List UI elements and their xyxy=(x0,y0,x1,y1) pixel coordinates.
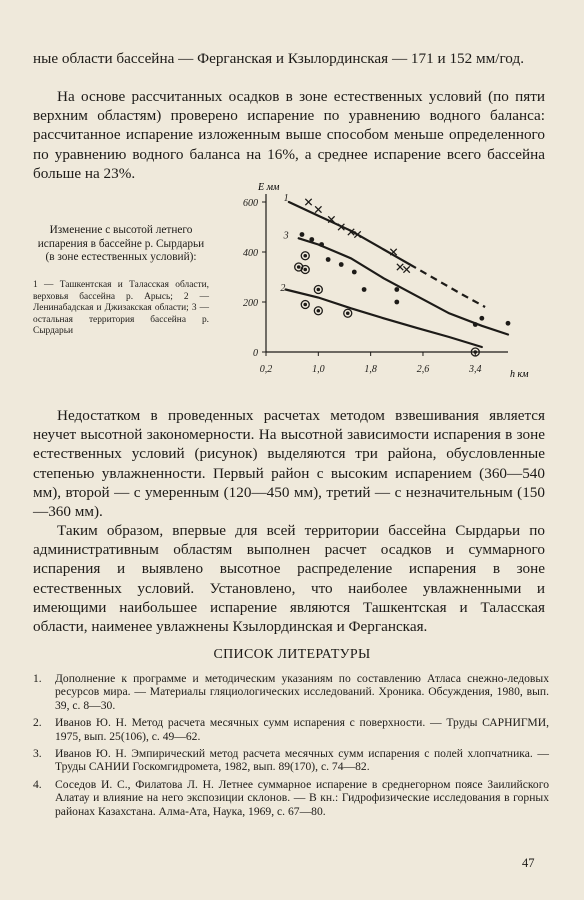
figure-legend: 1 — Ташкентская и Таласская области, верховья бассейна р. Арысь; 2 — Ленинабадская и Джизакская области; 3 — остальная территория бассейна р. Сырдарьи xyxy=(33,280,209,337)
reference-text: Иванов Ю. Н. Эмпирический метод расчета месячных сумм испарения с полей хлопчатника. — Труды САНИИ Госкомгидромета, 1982, вып. 89(170), с. 74—82. xyxy=(55,747,549,774)
reference-text: Дополнение к программе и методическим указаниям по составлению Атласа снежно-ледовых ресурсов мира. — Материалы гляциологических исследований. Хроника. Обсуждения, 1980, вып. 39, с. 8—30. xyxy=(55,672,549,712)
data-point-dot xyxy=(309,237,314,242)
curve-label-3: 3 xyxy=(283,230,289,242)
x-tick-label: 1,0 xyxy=(312,364,325,375)
x-tick-label: 2,6 xyxy=(416,364,430,375)
data-point-cross xyxy=(397,264,403,270)
data-point-cross xyxy=(403,266,409,272)
x-tick-label: 1,8 xyxy=(364,364,377,375)
data-point-dot xyxy=(319,242,324,247)
data-point-dot xyxy=(394,300,399,305)
data-point-circled-dot xyxy=(344,309,352,317)
reference-item xyxy=(33,747,549,774)
data-point-dot xyxy=(362,287,367,292)
curve-3-solid xyxy=(299,238,508,334)
data-point-cross xyxy=(305,199,311,205)
data-point-dot xyxy=(300,232,305,237)
reference-item xyxy=(33,778,549,818)
page-number: 47 xyxy=(522,856,535,870)
curve-2-solid xyxy=(286,290,482,348)
curve-label-1: 1 xyxy=(283,193,289,204)
reference-text: Соседов И. С., Филатова Л. Н. Летнее суммарное испарение в среднегорном поясе Заилийского Алатау и влияние на него экспозиции склонов. — В кн.: Гидрофизические исследования в горных районах Казахстана. Алма-Ата, Наука, 1969, с. 67—80. xyxy=(55,777,549,818)
data-point-circled-dot xyxy=(314,307,322,315)
data-point-circled-dot xyxy=(301,252,309,260)
data-point-circled-dot xyxy=(314,286,322,294)
y-tick-label: 0 xyxy=(253,348,258,359)
x-axis-label: h км xyxy=(510,369,529,380)
data-point-cross xyxy=(315,206,321,212)
paragraph-water-balance xyxy=(33,87,545,183)
figure-caption: Изменение с высотой летнего испарения в бассейне р. Сырдарьи (в зоне естественных условий): xyxy=(37,224,205,264)
reference-item xyxy=(33,672,549,712)
reference-number: 3. xyxy=(33,747,42,761)
references-heading: СПИСОК ЛИТЕРАТУРЫ xyxy=(213,647,371,662)
data-point-dot xyxy=(352,270,357,275)
data-point-dot xyxy=(506,321,511,326)
data-point-dot xyxy=(326,257,331,262)
reference-item xyxy=(33,716,549,743)
curve-label-2: 2 xyxy=(280,283,286,294)
references-list xyxy=(33,672,549,822)
data-point-dot xyxy=(339,262,344,267)
curve-1-dashed xyxy=(410,265,485,308)
y-tick-label: 600 xyxy=(243,198,258,209)
reference-number: 2. xyxy=(33,716,42,730)
data-point-dot xyxy=(479,316,484,321)
data-point-circled-dot xyxy=(301,301,309,309)
y-axis-label: E мм xyxy=(258,182,280,193)
y-tick-label: 400 xyxy=(243,248,258,259)
paragraph-continuation: ные области бассейна — Ферганская и Кзылординская — 171 и 152 мм/год. xyxy=(33,50,524,67)
data-point-dot xyxy=(394,287,399,292)
reference-number: 1. xyxy=(33,672,42,685)
paragraph-conclusion-text: Таким образом, впервые для всей территории бассейна Сырдарьи по административным областям выполнен расчет осадков и суммарного испарения и выявлено высотное распределение испарения в зоне естественных условий. Установлено, что наиболее увлажненными и имеющими наибольшее испарение являются Ташкентская и Таласская области, наименее увлажнены Кзылординская и Ферганская. xyxy=(33,522,545,636)
reference-text: Иванов Ю. Н. Метод расчета месячных сумм испарения с поверхности. — Труды САРНИГМИ, 1975, вып. 25(106), с. 49—62. xyxy=(55,716,549,743)
x-tick-label: 0,2 xyxy=(259,364,273,375)
paragraph-conclusion xyxy=(33,521,545,636)
data-point-dot xyxy=(473,322,478,327)
y-tick-label: 200 xyxy=(243,298,258,309)
x-tick-label: 3,4 xyxy=(469,364,482,375)
reference-number: 4. xyxy=(33,777,42,791)
paragraph-water-balance-text: На основе рассчитанных осадков в зоне естественных условий (по пяти верхним областям) проверено испарение по уравнению водного баланса: рассчитанное испарение изложенным выше способом меньше определенного по уравнению водного баланса на 16%, а среднее испарение всего бассейна больше на 23%. xyxy=(33,88,545,182)
paragraph-altitude-dependence-text: Недостатком в проведенных расчетах методом взвешивания является неучет высотной закономерности. На высотной зависимости испарения в зоне естественных условий (рисунок) выделяются три района, обусловленные степенью увлажненности. Первый район с высоким испарением (360—540 мм), второй — с умеренным (120—450 мм), третий — с незначительным (150—360 мм). xyxy=(33,407,545,521)
evaporation-altitude-chart xyxy=(222,180,552,380)
paragraph-altitude-dependence xyxy=(33,406,545,521)
